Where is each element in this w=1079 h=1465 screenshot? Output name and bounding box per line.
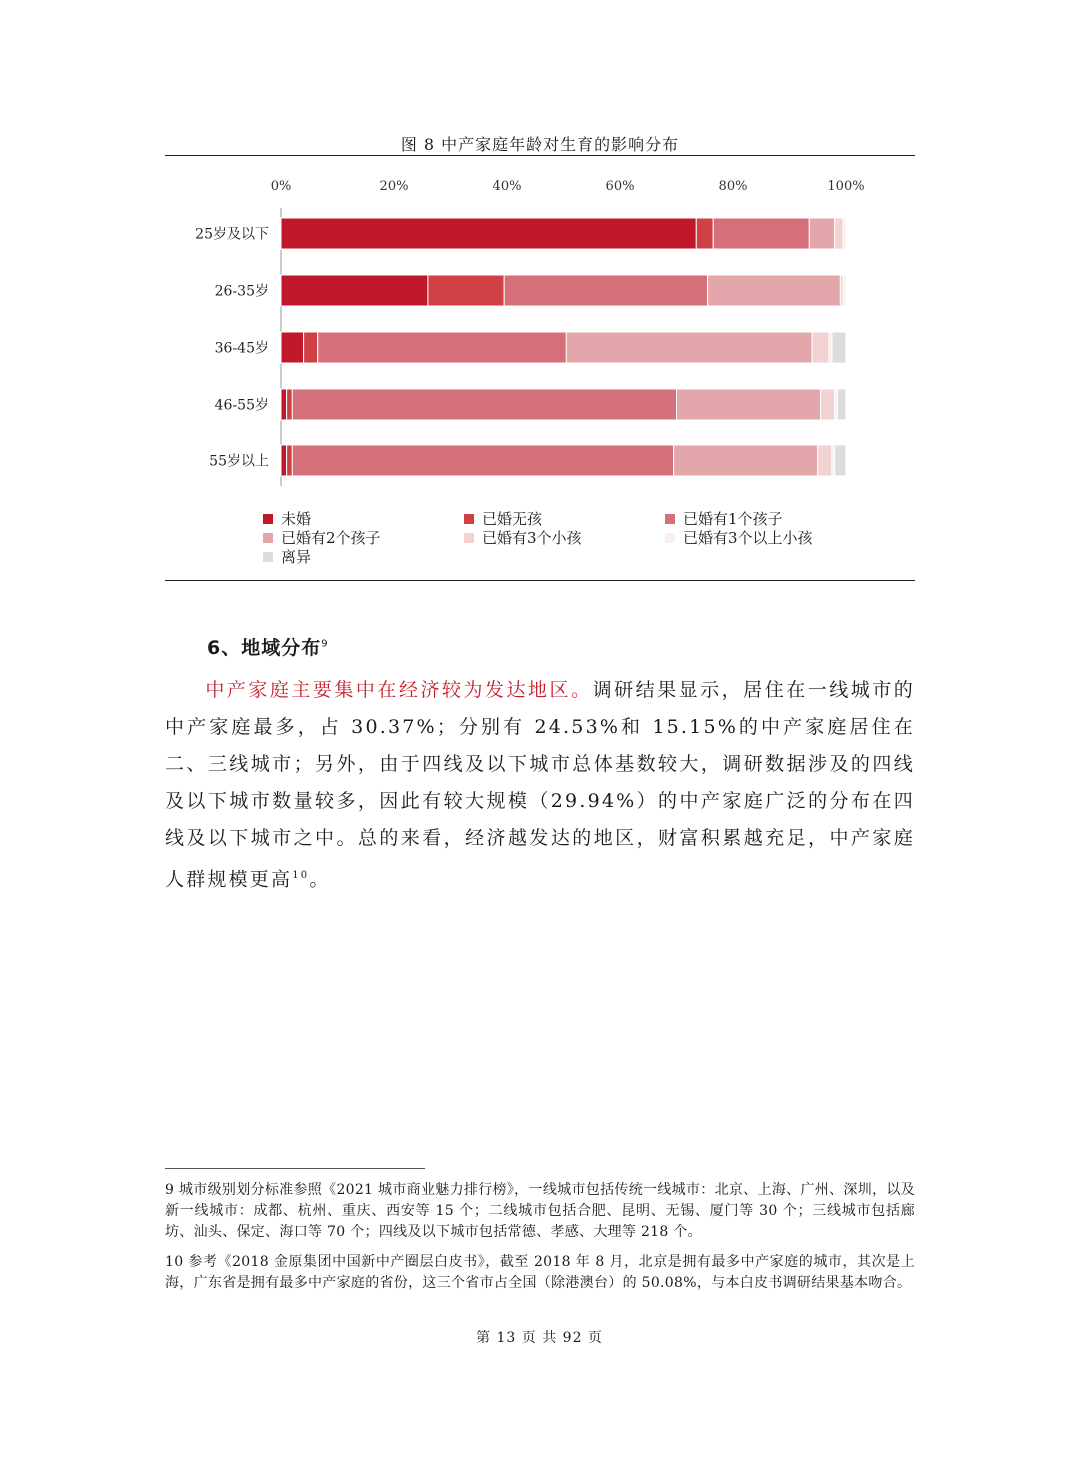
body-end: 。	[309, 868, 331, 891]
legend-swatch	[464, 514, 474, 524]
x-tick-label: 80%	[718, 179, 748, 194]
legend-label: 离异	[281, 548, 312, 566]
category-label: 36-45岁	[214, 340, 269, 357]
x-tick-label: 40%	[492, 179, 522, 194]
category-label: 55岁以上	[209, 453, 269, 470]
legend-item	[464, 527, 582, 548]
legend-swatch	[263, 552, 273, 562]
bar-segment	[428, 275, 504, 306]
bar-segment	[696, 218, 713, 249]
legend-swatch	[665, 514, 675, 524]
legend-label: 未婚	[281, 510, 312, 528]
figure-bottom-rule	[165, 580, 915, 581]
bar-segment	[838, 389, 846, 420]
legend-item	[263, 508, 311, 529]
bar-segment	[318, 332, 567, 363]
footnote-separator	[165, 1168, 425, 1169]
category-label: 46-55岁	[214, 397, 269, 414]
bar-segment	[818, 445, 832, 476]
legend-label: 已婚无孩	[482, 510, 543, 528]
bar-segment	[835, 445, 846, 476]
legend-swatch	[263, 514, 273, 524]
section-title: 6、地域分布	[207, 637, 322, 659]
bar-segment	[287, 445, 293, 476]
bar-segment	[832, 332, 846, 363]
footnote-ref-9[interactable]: 9	[321, 638, 329, 650]
footnote-ref-10[interactable]: 10	[292, 870, 310, 881]
body-text: 调研结果显示，居住在一线城市的中产家庭最多，占 30.37%；分别有 24.53%和 15.15%的中产家庭居住在二、三线城市；另外，由于四线及以下城市总体基数较大，调研数据涉及的四线及以下城市数量较多，因此有较大规模（29.94%）的中产家庭广泛的分布在四线及以下城市之中。总的来看，经济越发达的地区，财富积累越充足，中产家庭人群规模更高	[165, 679, 915, 891]
legend-swatch	[263, 533, 273, 543]
legend-swatch	[464, 533, 474, 543]
bar-segment	[281, 445, 287, 476]
bar-segment	[287, 389, 293, 420]
bar-segment	[677, 389, 821, 420]
legend-label: 已婚有3个小孩	[482, 529, 582, 547]
legend-label: 已婚有1个孩子	[683, 510, 783, 528]
bar-segment	[504, 275, 707, 306]
legend-item	[263, 546, 311, 567]
bar-segment	[708, 275, 841, 306]
legend-item	[464, 508, 542, 529]
category-label: 25岁及以下	[195, 226, 269, 243]
legend-label: 已婚有3个以上小孩	[683, 529, 813, 547]
bar-segment	[809, 218, 834, 249]
page-number: 第 13 页 共 92 页	[476, 1330, 603, 1346]
bar-segment	[281, 218, 696, 249]
x-tick-label: 60%	[605, 179, 635, 194]
bar-segment	[812, 332, 829, 363]
bar-segment	[292, 389, 676, 420]
bar-segment	[843, 275, 846, 306]
category-label: 26-35岁	[214, 283, 269, 300]
bar-segment	[674, 445, 818, 476]
chart-canvas	[165, 160, 915, 505]
bar-segment	[304, 332, 318, 363]
body-paragraph	[165, 672, 915, 898]
legend-item	[665, 508, 783, 529]
bar-segment	[821, 389, 835, 420]
bar-segment	[292, 445, 673, 476]
bar-segment	[843, 218, 846, 249]
bar-segment	[835, 218, 843, 249]
bar-segment	[566, 332, 812, 363]
footnote-10: 10 参考《2018 金原集团中国新中产圈层白皮书》，截至 2018 年 8 月，北京是拥有最多中产家庭的城市，其次是上海，广东省是拥有最多中产家庭的省份，这三个省市占全国（除港澳台）的 50.08%，与本白皮书调研结果基本吻合。	[165, 1254, 915, 1291]
x-tick-label: 0%	[270, 179, 292, 194]
legend-swatch	[665, 533, 675, 543]
legend-item	[665, 527, 813, 548]
bar-segment	[281, 389, 287, 420]
bar-segment	[281, 332, 304, 363]
figure-top-rule	[165, 155, 915, 156]
legend-label: 已婚有2个孩子	[281, 529, 381, 547]
figure-caption: 图 8 中产家庭年龄对生育的影响分布	[400, 135, 680, 154]
x-tick-label: 100%	[827, 179, 865, 194]
legend-item	[263, 527, 381, 548]
bar-segment	[713, 218, 809, 249]
x-tick-label: 20%	[379, 179, 409, 194]
body-highlight: 中产家庭主要集中在经济较为发达地区。	[205, 679, 593, 701]
section-heading	[207, 633, 329, 660]
footnote-9: 9 城市级别划分标准参照《2021 城市商业魅力排行榜》，一线城市包括传统一线城市：北京、上海、广州、深圳，以及新一线城市：成都、杭州、重庆、西安等 15 个；二线城市包括合肥、昆明、无锡、厦门等 30 个；三线城市包括廊坊、汕头、保定、海口等 70 个；四线及以下城市包括常德、孝感、大理等 218 个。	[165, 1182, 915, 1240]
bar-segment	[281, 275, 428, 306]
